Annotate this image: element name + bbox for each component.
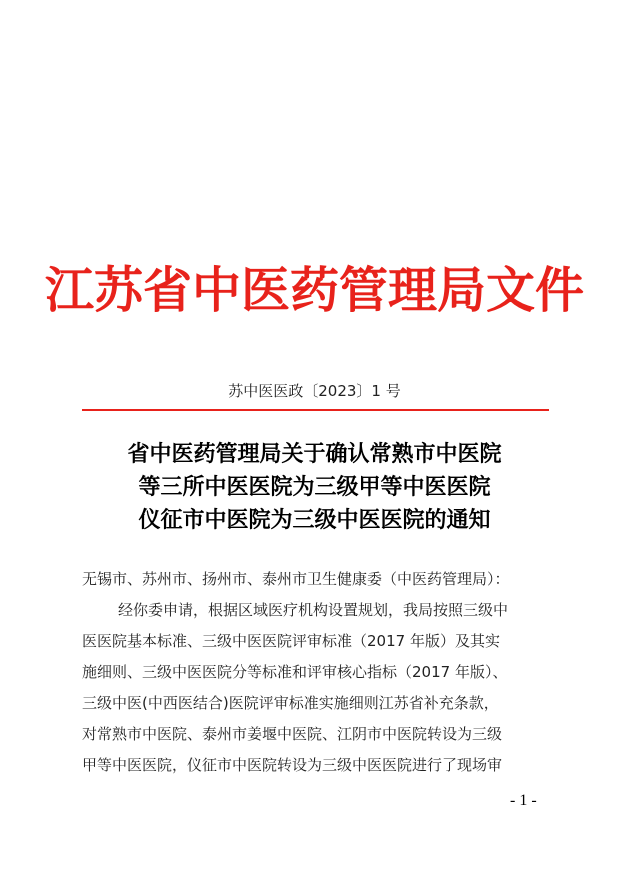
body-line: 医医院基本标准、三级中医医院评审标准（2017 年版）及其实 (82, 632, 500, 650)
title-line: 省中医药管理局关于确认常熟市中医院 (127, 441, 502, 467)
body-line: 施细则、三级中医医院分等标准和评审核心指标（2017 年版）、 (82, 663, 508, 681)
salutation-line: 无锡市、苏州市、扬州市、泰州市卫生健康委（中医药管理局）： (82, 570, 510, 588)
document-number: 苏中医医政〔2023〕1 号 (228, 382, 401, 400)
body-line: 对常熟市中医院、泰州市姜堰中医院、江阴市中医院转设为三级 (82, 725, 503, 743)
red-divider (82, 409, 549, 411)
body-line: 甲等中医医院，仪征市中医院转设为三级中医医院进行了现场审 (82, 756, 503, 774)
notice-body (82, 564, 556, 781)
body-line: 经你委申请，根据区域医疗机构设置规划，我局按照三级中 (118, 601, 509, 619)
title-line: 仪征市中医院为三级中医医院的通知 (138, 507, 491, 533)
title-line: 等三所中医医院为三级甲等中医医院 (138, 474, 491, 500)
page-number: - 1 - (510, 792, 537, 809)
body-line: 三级中医(中西医结合)医院评审标准实施细则江苏省补充条款， (82, 694, 499, 712)
issuer-title: 江苏省中医药管理局文件 (44, 261, 584, 319)
notice-title (0, 438, 629, 537)
